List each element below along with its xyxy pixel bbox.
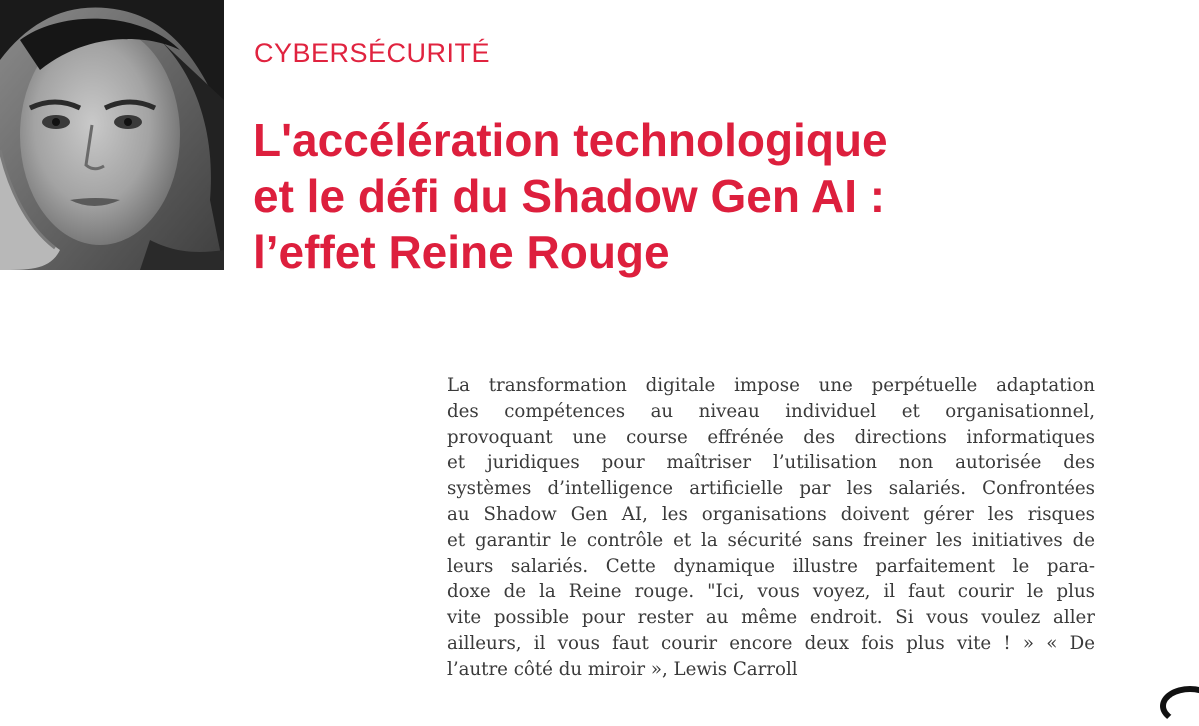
intro-line: provoquant une course effrénée des directions informatiques [447, 426, 1095, 448]
intro-line: La transformation digitale impose une perpétuelle adaptation [447, 375, 1095, 396]
corner-curl-icon [1160, 686, 1199, 726]
intro-line: l’autre côté du miroir », Lewis Carroll [447, 658, 798, 680]
article-intro [447, 373, 1095, 683]
article-title-line: l’effet Reine Rouge [253, 226, 670, 278]
intro-line: doxe de la Reine rouge. "Ici, vous voyez, il faut courir le plus [447, 581, 1095, 603]
intro-line: et juridiques pour maîtriser l’utilisation non autorisée des [447, 452, 1095, 474]
article-title [253, 112, 1173, 280]
intro-line: leurs salariés. Cette dynamique illustre parfaitement le para- [447, 555, 1095, 577]
author-photo [0, 0, 224, 270]
article-title-line: L'accélération technologique [253, 114, 888, 166]
intro-line: systèmes d’intelligence artificielle par les salariés. Confrontées [447, 478, 1095, 500]
article-title-line: et le défi du Shadow Gen AI : [253, 170, 886, 222]
section-category: CYBERSÉCURITÉ [254, 38, 491, 68]
intro-line: au Shadow Gen AI, les organisations doivent gérer les risques [447, 503, 1095, 525]
intro-line: vite possible pour rester au même endroit. Si vous voulez aller [447, 607, 1095, 629]
intro-line: et garantir le contrôle et la sécurité sans freiner les initiatives de [447, 529, 1095, 551]
intro-line: des compétences au niveau individuel et organisationnel, [447, 400, 1095, 422]
intro-line: ailleurs, il vous faut courir encore deux fois plus vite ! » « De [447, 632, 1095, 654]
